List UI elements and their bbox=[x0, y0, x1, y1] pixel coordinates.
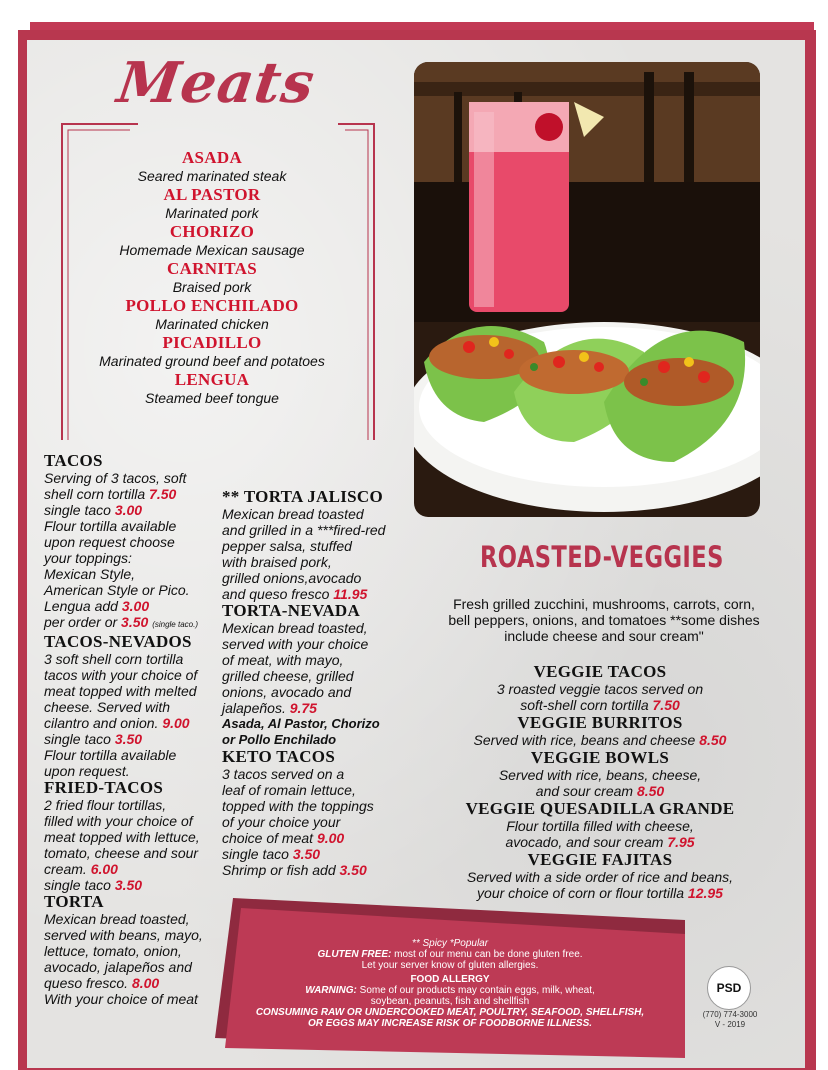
price: 3.00 bbox=[114, 502, 143, 518]
price: 3.50 bbox=[292, 846, 321, 862]
meat-item: CARNITAS Braised pork bbox=[167, 259, 257, 295]
item-desc: Serving of 3 tacos, soft bbox=[44, 470, 187, 486]
item-desc: served with your choice bbox=[222, 636, 369, 652]
item-desc-text: jalapeños. bbox=[222, 700, 286, 716]
item-desc: Mexican Style, bbox=[44, 566, 136, 582]
item-name: VEGGIE TACOS bbox=[533, 662, 667, 681]
item-name: VEGGIE BURRITOS bbox=[517, 713, 683, 732]
meat-item: CHORIZO Homemade Mexican sausage bbox=[119, 222, 305, 258]
item-desc bbox=[222, 700, 412, 716]
allergy-warning bbox=[215, 985, 685, 996]
meat-item: AL PASTOR Marinated pork bbox=[163, 185, 261, 221]
intro-line: Fresh grilled zucchini, mushrooms, carrots, corn, bbox=[453, 596, 755, 612]
item-desc bbox=[222, 830, 412, 846]
price: 3.50 bbox=[114, 731, 143, 747]
price: 9.75 bbox=[289, 700, 317, 716]
item-desc: leaf of romain lettuce, bbox=[222, 782, 356, 798]
item-desc-text: soft-shell corn tortilla bbox=[520, 697, 649, 713]
item-desc-text: cream. bbox=[44, 861, 87, 877]
item-desc bbox=[44, 877, 219, 893]
item-desc bbox=[44, 715, 219, 731]
menu-item-tacos-nevados bbox=[44, 633, 219, 779]
intro-line: include cheese and sour cream" bbox=[504, 628, 704, 644]
item-name: FRIED-TACOS bbox=[44, 778, 164, 797]
item-desc: Flour tortilla available bbox=[44, 747, 177, 763]
item-desc: of meat, with mayo, bbox=[222, 652, 344, 668]
spicy-legend: ** Spicy *Popular bbox=[411, 938, 489, 949]
price: 8.00 bbox=[131, 975, 160, 991]
item-desc-text: your choice of corn or flour tortilla bbox=[477, 885, 685, 901]
item-desc bbox=[44, 486, 219, 502]
price: 3.50 bbox=[114, 877, 143, 893]
veggie-item bbox=[420, 662, 780, 713]
footer-info bbox=[690, 1010, 770, 1030]
item-desc: Mexican bread toasted bbox=[222, 506, 364, 522]
item-desc-text: single taco bbox=[44, 502, 111, 518]
item-desc: 3 roasted veggie tacos served on bbox=[496, 681, 704, 697]
price: 7.50 bbox=[149, 486, 177, 502]
item-desc: upon request choose bbox=[44, 534, 175, 550]
item-desc: tacos with your choice of bbox=[44, 667, 198, 683]
veggie-list bbox=[420, 662, 780, 901]
item-desc-text: Lengua add bbox=[44, 598, 118, 614]
item-desc: meat topped with melted bbox=[44, 683, 197, 699]
phone-number: (770) 774-3000 bbox=[702, 1010, 758, 1019]
item-desc-text: per order or bbox=[44, 614, 118, 630]
item-desc: filled with your choice of bbox=[44, 813, 193, 829]
item-desc bbox=[222, 846, 412, 862]
item-desc: grilled cheese, grilled bbox=[222, 668, 354, 684]
meat-item: POLLO ENCHILADO Marinated chicken bbox=[125, 296, 299, 332]
item-desc: onions, avocado and bbox=[222, 684, 352, 700]
menu-item-fried-tacos bbox=[44, 779, 219, 893]
item-name: VEGGIE FAJITAS bbox=[527, 850, 673, 869]
item-desc-text: Shrimp or fish add bbox=[222, 862, 336, 878]
roasted-veggies-intro bbox=[408, 596, 800, 644]
price: 9.00 bbox=[162, 715, 190, 731]
item-desc: pepper salsa, stuffed bbox=[222, 538, 352, 554]
meats-title: Meats bbox=[113, 50, 319, 116]
item-name: VEGGIE QUESADILLA GRANDE bbox=[465, 799, 735, 818]
menu-item-torta-nevada bbox=[222, 602, 412, 748]
item-desc-text: single taco bbox=[44, 731, 111, 747]
menu-item-tacos bbox=[44, 452, 219, 633]
item-desc bbox=[222, 586, 412, 602]
version-label: V - 2019 bbox=[714, 1020, 746, 1029]
item-desc-text: single taco bbox=[44, 877, 111, 893]
item-desc: American Style or Pico. bbox=[44, 582, 190, 598]
psd-logo bbox=[707, 966, 751, 1010]
veggie-item bbox=[420, 713, 780, 748]
food-photo bbox=[414, 62, 760, 517]
item-desc: With your choice of meat bbox=[44, 991, 198, 1007]
item-desc: 3 soft shell corn tortilla bbox=[44, 651, 184, 667]
item-desc: 2 fried flour tortillas, bbox=[44, 797, 167, 813]
item-name: VEGGIE BOWLS bbox=[530, 748, 670, 767]
item-meat-options: or Pollo Enchilado bbox=[222, 732, 337, 747]
gluten-free-text: Let your server know of gluten allergies. bbox=[361, 960, 539, 971]
item-desc bbox=[44, 731, 219, 747]
item-desc: with braised pork, bbox=[222, 554, 332, 570]
item-desc-text: cilantro and onion. bbox=[44, 715, 159, 731]
price: 3.50 bbox=[121, 614, 149, 630]
item-desc: cheese. Served with bbox=[44, 699, 171, 715]
warning-text: soybean, peanuts, fish and shellfish bbox=[370, 996, 530, 1007]
item-desc: Mexican bread toasted, bbox=[222, 620, 368, 636]
item-desc: Served with rice, beans, cheese, bbox=[498, 767, 702, 783]
menu-item-torta bbox=[44, 893, 219, 1007]
item-desc-text: shell corn tortilla bbox=[44, 486, 146, 502]
gluten-free-text: most of our menu can be done gluten free. bbox=[394, 949, 583, 960]
item-desc bbox=[44, 614, 219, 633]
left-column bbox=[44, 452, 219, 1007]
item-desc: avocado, jalapeños and bbox=[44, 959, 192, 975]
item-meat-options: Asada, Al Pastor, Chorizo bbox=[222, 716, 380, 731]
item-desc bbox=[44, 502, 219, 518]
meats-list bbox=[62, 148, 362, 407]
item-desc bbox=[222, 862, 412, 878]
meat-item: PICADILLO Marinated ground beef and potatoes bbox=[99, 333, 325, 369]
item-name: TORTA bbox=[44, 892, 104, 911]
price: 8.50 bbox=[699, 732, 727, 748]
raw-food-warning: OR EGGS MAY INCREASE RISK OF FOODBORNE ILLNESS. bbox=[307, 1018, 593, 1029]
item-desc: tomato, cheese and sour bbox=[44, 845, 199, 861]
price: 6.00 bbox=[90, 861, 118, 877]
item-desc: Mexican bread toasted, bbox=[44, 911, 190, 927]
food-allergy-title: FOOD ALLERGY bbox=[410, 974, 490, 985]
item-desc: 3 tacos served on a bbox=[222, 766, 345, 782]
price: 12.95 bbox=[687, 885, 723, 901]
price: 7.95 bbox=[667, 834, 695, 850]
item-desc: Flour tortilla filled with cheese, bbox=[506, 818, 694, 834]
item-name: KETO TACOS bbox=[222, 747, 336, 766]
roasted-veggies-title: ROASTED-VEGGIES bbox=[480, 540, 724, 574]
veggie-item bbox=[420, 748, 780, 799]
meat-item: ASADA Seared marinated steak bbox=[137, 148, 287, 184]
item-desc: served with beans, mayo, bbox=[44, 927, 203, 943]
price: 7.50 bbox=[652, 697, 680, 713]
item-desc: Served with a side order of rice and beans, bbox=[466, 869, 734, 885]
price: 8.50 bbox=[636, 783, 665, 799]
price: 3.50 bbox=[339, 862, 367, 878]
item-desc: of your choice your bbox=[222, 814, 341, 830]
item-desc-text: and queso fresco bbox=[222, 586, 330, 602]
item-name: TACOS-NEVADOS bbox=[44, 632, 192, 651]
item-desc-text: single taco bbox=[222, 846, 289, 862]
food-photo-drawing bbox=[414, 62, 760, 517]
veggie-item bbox=[420, 850, 780, 901]
item-desc bbox=[420, 783, 780, 799]
logo-text: PSD bbox=[716, 981, 742, 995]
item-desc: topped with the toppings bbox=[222, 798, 374, 814]
raw-food-warning: CONSUMING RAW OR UNDERCOOKED MEAT, POULTRY, SEAFOOD, SHELLFISH, bbox=[255, 1007, 645, 1018]
item-desc bbox=[420, 697, 780, 713]
item-desc: and grilled in a ***fired-red bbox=[222, 522, 386, 538]
warning-text: Some of our products may contain eggs, milk, wheat, bbox=[359, 985, 595, 996]
item-desc-text: Served with rice, beans and cheese bbox=[473, 732, 696, 748]
price: 9.00 bbox=[316, 830, 345, 846]
middle-column bbox=[222, 488, 412, 878]
price: 3.00 bbox=[121, 598, 150, 614]
veggie-item bbox=[420, 799, 780, 850]
item-desc-text: and sour cream bbox=[535, 783, 634, 799]
menu-item-keto-tacos bbox=[222, 748, 412, 878]
item-note: (single taco.) bbox=[152, 620, 198, 629]
item-name: ** TORTA JALISCO bbox=[222, 487, 384, 506]
menu-item-torta-jalisco bbox=[222, 488, 412, 602]
item-desc-text: queso fresco. bbox=[44, 975, 129, 991]
gluten-free-label: GLUTEN FREE: bbox=[317, 949, 392, 960]
item-desc-text: choice of meat bbox=[222, 830, 314, 846]
warning-label: WARNING: bbox=[305, 985, 357, 996]
item-desc: upon request. bbox=[44, 763, 130, 779]
item-desc: Flour tortilla available bbox=[44, 518, 177, 534]
item-desc bbox=[44, 861, 219, 877]
item-desc: grilled onions,avocado bbox=[222, 570, 362, 586]
item-desc bbox=[420, 834, 780, 850]
item-desc bbox=[420, 732, 780, 748]
item-desc bbox=[44, 975, 219, 991]
item-desc-text: avocado, and sour cream bbox=[505, 834, 664, 850]
item-desc: your toppings: bbox=[44, 550, 132, 566]
item-name: TORTA-NEVADA bbox=[222, 601, 361, 620]
item-desc bbox=[44, 598, 219, 614]
item-desc: lettuce, tomato, onion, bbox=[44, 943, 182, 959]
item-desc: meat topped with lettuce, bbox=[44, 829, 200, 845]
allergy-notice bbox=[215, 938, 685, 1029]
gluten-free-note bbox=[215, 949, 685, 960]
meat-item: LENGUA Steamed beef tongue bbox=[145, 370, 279, 406]
price: 11.95 bbox=[333, 586, 368, 602]
intro-line: bell peppers, onions, and tomatoes **some dishes bbox=[448, 612, 760, 628]
item-name: TACOS bbox=[44, 451, 103, 470]
